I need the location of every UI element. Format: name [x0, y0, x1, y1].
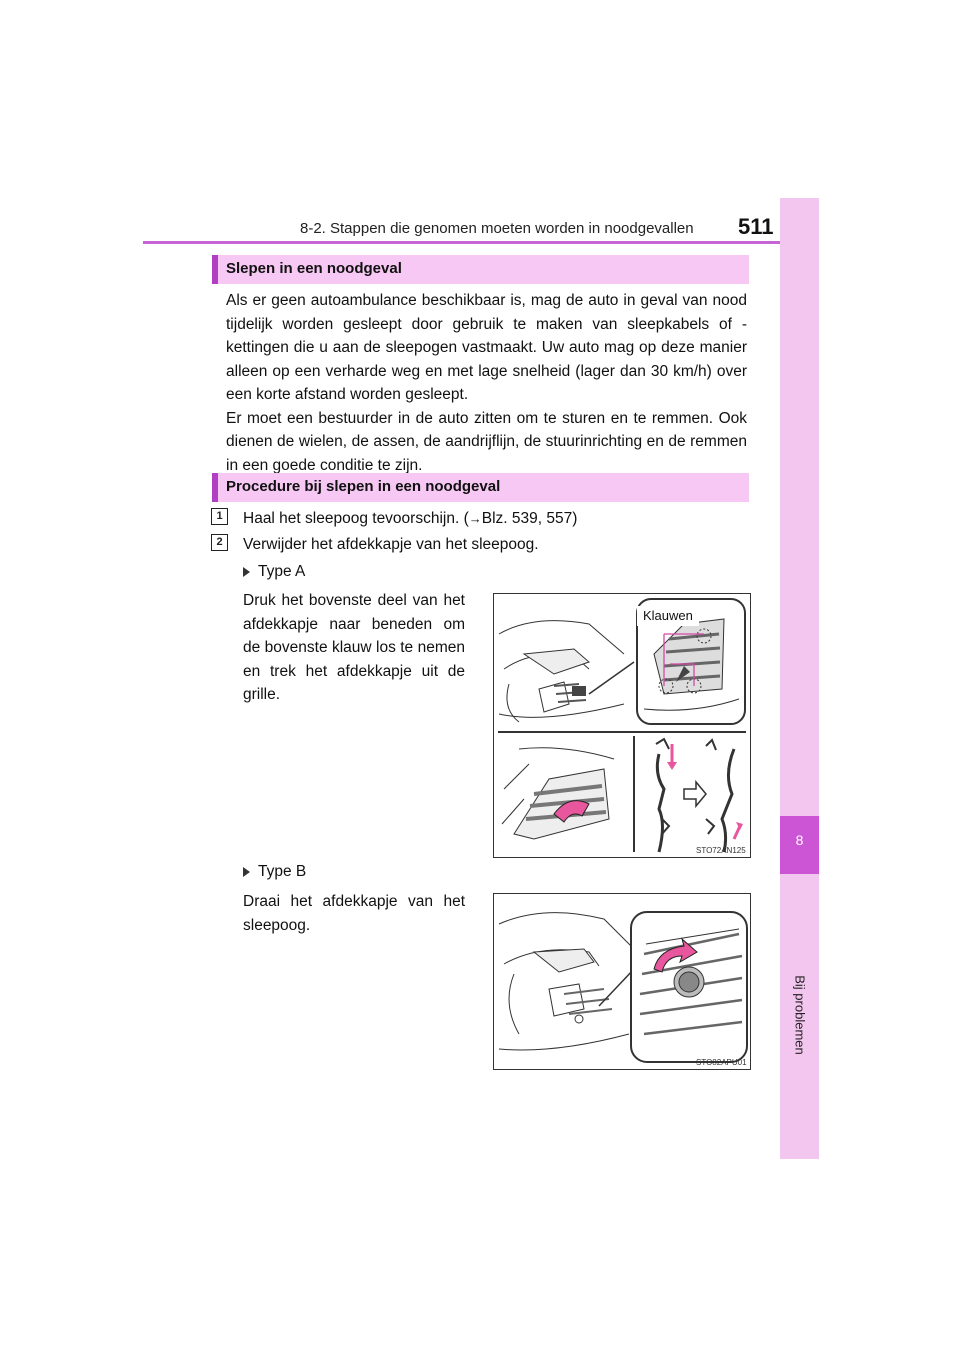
type-b-description: Draai het afdekkapje van het sleepoog. [243, 893, 465, 934]
page-number: 511 [738, 214, 774, 239]
header-rule [143, 241, 819, 244]
step-number-2: 2 [211, 534, 228, 551]
paragraph: Als er geen autoambulance beschikbaar is, mag de auto in geval van nood tijdelijk worden gesleept door gebruik te maken van sleepkabels of -kettingen die u aan de sleepogen vastmaakt. Uw auto mag op deze manier alleen op een verharde weg en met lage snelheid (lager dan 30 km/h) over een korte afstand worden gesleept. [226, 292, 747, 403]
step-2-text: Verwijder het afdekkapje van het sleepoog. [243, 536, 539, 553]
step-1-text: Haal het sleepoog tevoorschijn. (→Blz. 539, 557) [243, 510, 578, 527]
section-heading-emergency-towing: Slepen in een noodgeval [212, 255, 749, 284]
chapter-number: 8 [795, 832, 804, 848]
running-header: 8-2. Stappen die genomen moeten worden in noodgevallen [300, 220, 694, 237]
body-text [226, 289, 747, 477]
car-grille-illustration-a [494, 594, 750, 857]
figure-code: STO82APU01 [696, 1058, 747, 1067]
type-b-label: Type B [243, 863, 306, 881]
heading-bar [212, 473, 218, 502]
arrow-right-icon: → [468, 511, 482, 526]
figure-code: STO72AN125 [696, 846, 746, 855]
chapter-label: Bij problemen [792, 975, 807, 1055]
side-tab [780, 198, 819, 816]
heading-bar [212, 255, 218, 284]
type-a-label: Type A [243, 563, 305, 581]
paragraph: Er moet een bestuurder in de auto zitten om te sturen en te remmen. Ook dienen de wielen, de assen, de aandrijflijn, de stuurinrichting en de remmen in een goede conditie te zijn. [226, 409, 747, 474]
section-heading-towing-procedure: Procedure bij slepen in een noodgeval [212, 473, 749, 502]
type-a-description: Druk het bovenste deel van het afdekkapje naar beneden om de bovenste klauw los te nemen en trek het afdekkapje uit de grille. [243, 592, 465, 703]
figure-type-b [493, 893, 751, 1070]
triangle-bullet-icon [243, 867, 250, 877]
figure-label-claws: Klauwen [643, 608, 693, 623]
step-number-1: 1 [211, 508, 228, 525]
car-grille-illustration-b [494, 894, 750, 1069]
figure-type-a [493, 593, 751, 858]
triangle-bullet-icon [243, 567, 250, 577]
